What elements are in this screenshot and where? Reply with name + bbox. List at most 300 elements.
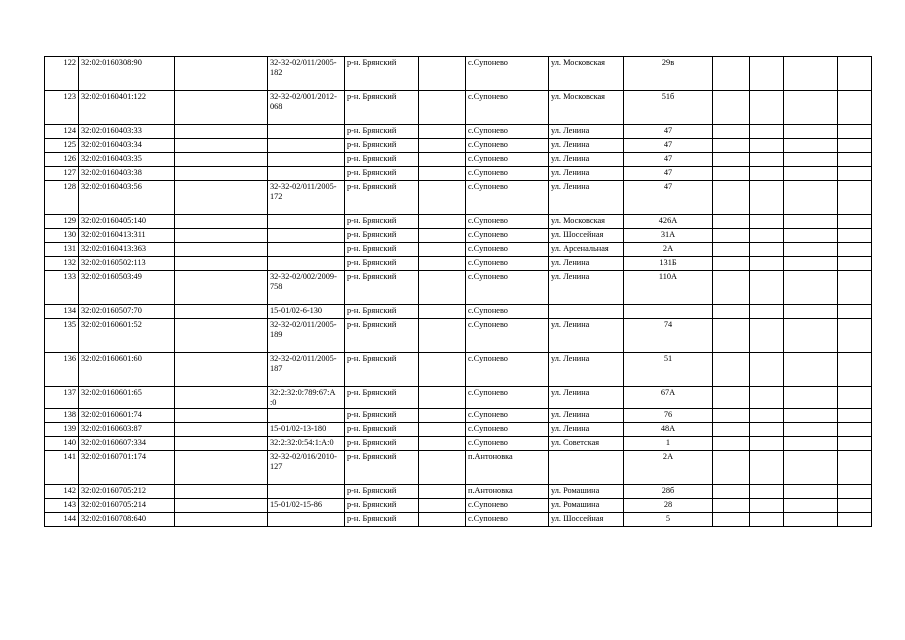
- empty-cell: [175, 319, 268, 353]
- table-row: [45, 305, 872, 319]
- row-number: 134: [45, 305, 79, 319]
- empty-cell: [419, 423, 466, 437]
- empty-cell: [175, 271, 268, 305]
- registration-number: [268, 257, 345, 271]
- empty-cell: [784, 353, 838, 387]
- house-number: 426А: [624, 215, 713, 229]
- empty-cell: [419, 485, 466, 499]
- empty-cell: [175, 257, 268, 271]
- empty-cell: [750, 125, 784, 139]
- empty-cell: [713, 153, 750, 167]
- empty-cell: [838, 437, 872, 451]
- empty-cell: [175, 243, 268, 257]
- empty-cell: [750, 319, 784, 353]
- locality: п.Антоновка: [466, 485, 549, 499]
- cadastral-number: 32:02:0160607:334: [79, 437, 175, 451]
- empty-cell: [175, 513, 268, 527]
- empty-cell: [419, 499, 466, 513]
- street: ул. Московская: [549, 57, 624, 91]
- empty-cell: [419, 305, 466, 319]
- empty-cell: [419, 387, 466, 409]
- empty-cell: [419, 319, 466, 353]
- table-row: [45, 437, 872, 451]
- district: р-н. Брянский: [345, 305, 419, 319]
- locality: с.Супонево: [466, 125, 549, 139]
- table-row: [45, 409, 872, 423]
- empty-cell: [750, 423, 784, 437]
- district: р-н. Брянский: [345, 229, 419, 243]
- empty-cell: [838, 167, 872, 181]
- cadastral-number: 32:02:0160502:113: [79, 257, 175, 271]
- street: ул. Ленина: [549, 387, 624, 409]
- table-row: [45, 499, 872, 513]
- empty-cell: [750, 451, 784, 485]
- cadastral-number: 32:02:0160403:35: [79, 153, 175, 167]
- district: р-н. Брянский: [345, 451, 419, 485]
- district: р-н. Брянский: [345, 57, 419, 91]
- register-rows: [45, 57, 872, 527]
- table-row: [45, 139, 872, 153]
- cadastral-number: 32:02:0160403:38: [79, 167, 175, 181]
- empty-cell: [784, 257, 838, 271]
- street: ул. Ленина: [549, 353, 624, 387]
- empty-cell: [175, 499, 268, 513]
- registration-number: [268, 167, 345, 181]
- registration-number: 32:2:32:0:54:1:А:0: [268, 437, 345, 451]
- street: [549, 305, 624, 319]
- empty-cell: [713, 319, 750, 353]
- registration-number: [268, 215, 345, 229]
- house-number: 51б: [624, 91, 713, 125]
- empty-cell: [784, 451, 838, 485]
- locality: с.Супонево: [466, 215, 549, 229]
- registration-number: [268, 513, 345, 527]
- empty-cell: [838, 91, 872, 125]
- house-number: 5: [624, 513, 713, 527]
- locality: с.Супонево: [466, 91, 549, 125]
- house-number: 47: [624, 139, 713, 153]
- locality: с.Супонево: [466, 353, 549, 387]
- locality: с.Супонево: [466, 229, 549, 243]
- cadastral-number: 32:02:0160403:56: [79, 181, 175, 215]
- registration-number: 32-32-02/011/2005- 189: [268, 319, 345, 353]
- row-number: 141: [45, 451, 79, 485]
- locality: с.Супонево: [466, 271, 549, 305]
- empty-cell: [175, 485, 268, 499]
- empty-cell: [784, 125, 838, 139]
- house-number: 47: [624, 153, 713, 167]
- street: ул. Ленина: [549, 139, 624, 153]
- empty-cell: [713, 451, 750, 485]
- empty-cell: [784, 423, 838, 437]
- empty-cell: [784, 57, 838, 91]
- empty-cell: [419, 353, 466, 387]
- empty-cell: [713, 257, 750, 271]
- empty-cell: [838, 387, 872, 409]
- empty-cell: [175, 91, 268, 125]
- empty-cell: [838, 485, 872, 499]
- registration-number: 15-01/02-15-86: [268, 499, 345, 513]
- house-number: 47: [624, 125, 713, 139]
- row-number: 125: [45, 139, 79, 153]
- empty-cell: [713, 229, 750, 243]
- cadastral-number: 32:02:0160403:34: [79, 139, 175, 153]
- empty-cell: [838, 353, 872, 387]
- street: ул. Советская: [549, 437, 624, 451]
- district: р-н. Брянский: [345, 125, 419, 139]
- empty-cell: [419, 91, 466, 125]
- street: ул. Шоссейная: [549, 513, 624, 527]
- empty-cell: [713, 57, 750, 91]
- table-row: [45, 153, 872, 167]
- row-number: 124: [45, 125, 79, 139]
- house-number: 47: [624, 181, 713, 215]
- empty-cell: [784, 437, 838, 451]
- district: р-н. Брянский: [345, 353, 419, 387]
- row-number: 137: [45, 387, 79, 409]
- registration-number: 32-32-02/001/2012- 068: [268, 91, 345, 125]
- table-row: [45, 319, 872, 353]
- locality: с.Супонево: [466, 387, 549, 409]
- empty-cell: [784, 319, 838, 353]
- empty-cell: [838, 451, 872, 485]
- empty-cell: [419, 229, 466, 243]
- cadastral-number: 32:02:0160701:174: [79, 451, 175, 485]
- house-number: 76: [624, 409, 713, 423]
- district: р-н. Брянский: [345, 499, 419, 513]
- locality: с.Супонево: [466, 153, 549, 167]
- district: р-н. Брянский: [345, 271, 419, 305]
- locality: с.Супонево: [466, 305, 549, 319]
- empty-cell: [175, 167, 268, 181]
- row-number: 144: [45, 513, 79, 527]
- table-row: [45, 229, 872, 243]
- table-row: [45, 257, 872, 271]
- empty-cell: [175, 57, 268, 91]
- cadastral-number: 32:02:0160601:74: [79, 409, 175, 423]
- registration-number: [268, 139, 345, 153]
- empty-cell: [750, 153, 784, 167]
- empty-cell: [713, 513, 750, 527]
- district: р-н. Брянский: [345, 409, 419, 423]
- empty-cell: [713, 437, 750, 451]
- empty-cell: [784, 409, 838, 423]
- empty-cell: [838, 271, 872, 305]
- empty-cell: [713, 353, 750, 387]
- street: ул. Ленина: [549, 167, 624, 181]
- street: ул. Ленина: [549, 409, 624, 423]
- table-row: [45, 167, 872, 181]
- locality: с.Супонево: [466, 437, 549, 451]
- table-row: [45, 271, 872, 305]
- empty-cell: [175, 139, 268, 153]
- row-number: 140: [45, 437, 79, 451]
- empty-cell: [838, 513, 872, 527]
- empty-cell: [175, 451, 268, 485]
- district: р-н. Брянский: [345, 257, 419, 271]
- registration-number: [268, 153, 345, 167]
- empty-cell: [838, 243, 872, 257]
- empty-cell: [175, 153, 268, 167]
- empty-cell: [713, 167, 750, 181]
- empty-cell: [750, 243, 784, 257]
- locality: с.Супонево: [466, 319, 549, 353]
- registration-number: [268, 409, 345, 423]
- empty-cell: [750, 485, 784, 499]
- row-number: 126: [45, 153, 79, 167]
- row-number: 131: [45, 243, 79, 257]
- registration-number: 32-32-02/011/2005- 172: [268, 181, 345, 215]
- cadastral-number: 32:02:0160708:640: [79, 513, 175, 527]
- empty-cell: [419, 181, 466, 215]
- table-row: [45, 215, 872, 229]
- empty-cell: [750, 387, 784, 409]
- street: ул. Ромашина: [549, 499, 624, 513]
- house-number: 51: [624, 353, 713, 387]
- cadastral-number: 32:02:0160601:52: [79, 319, 175, 353]
- registration-number: [268, 243, 345, 257]
- empty-cell: [419, 513, 466, 527]
- empty-cell: [419, 437, 466, 451]
- empty-cell: [838, 499, 872, 513]
- cadastral-number: 32:02:0160601:60: [79, 353, 175, 387]
- empty-cell: [750, 167, 784, 181]
- empty-cell: [838, 423, 872, 437]
- house-number: 48А: [624, 423, 713, 437]
- empty-cell: [750, 91, 784, 125]
- registration-number: 15-01/02-6-130: [268, 305, 345, 319]
- locality: с.Супонево: [466, 409, 549, 423]
- row-number: 135: [45, 319, 79, 353]
- empty-cell: [713, 499, 750, 513]
- empty-cell: [750, 499, 784, 513]
- empty-cell: [784, 91, 838, 125]
- empty-cell: [784, 513, 838, 527]
- row-number: 122: [45, 57, 79, 91]
- cadastral-number: 32:02:0160603:87: [79, 423, 175, 437]
- row-number: 127: [45, 167, 79, 181]
- row-number: 143: [45, 499, 79, 513]
- house-number: 31А: [624, 229, 713, 243]
- empty-cell: [838, 409, 872, 423]
- empty-cell: [838, 229, 872, 243]
- district: р-н. Брянский: [345, 215, 419, 229]
- empty-cell: [750, 353, 784, 387]
- district: р-н. Брянский: [345, 437, 419, 451]
- street: ул. Ленина: [549, 125, 624, 139]
- district: р-н. Брянский: [345, 485, 419, 499]
- street: ул. Ленина: [549, 319, 624, 353]
- district: р-н. Брянский: [345, 319, 419, 353]
- locality: с.Супонево: [466, 57, 549, 91]
- registration-number: 32-32-02/011/2005- 187: [268, 353, 345, 387]
- district: р-н. Брянский: [345, 139, 419, 153]
- empty-cell: [419, 125, 466, 139]
- empty-cell: [713, 485, 750, 499]
- empty-cell: [784, 229, 838, 243]
- registration-number: [268, 485, 345, 499]
- empty-cell: [750, 437, 784, 451]
- house-number: 2А: [624, 243, 713, 257]
- empty-cell: [175, 229, 268, 243]
- registration-number: 32-32-02/011/2005- 182: [268, 57, 345, 91]
- cadastral-number: 32:02:0160405:140: [79, 215, 175, 229]
- row-number: 129: [45, 215, 79, 229]
- empty-cell: [713, 215, 750, 229]
- house-number: 28: [624, 499, 713, 513]
- empty-cell: [175, 215, 268, 229]
- table-row: [45, 353, 872, 387]
- empty-cell: [838, 257, 872, 271]
- district: р-н. Брянский: [345, 181, 419, 215]
- house-number: 47: [624, 167, 713, 181]
- house-number: 29в: [624, 57, 713, 91]
- house-number: [624, 305, 713, 319]
- locality: с.Супонево: [466, 513, 549, 527]
- empty-cell: [750, 139, 784, 153]
- row-number: 138: [45, 409, 79, 423]
- table-row: [45, 513, 872, 527]
- empty-cell: [784, 167, 838, 181]
- cadastral-number: 32:02:0160401:122: [79, 91, 175, 125]
- house-number: 1: [624, 437, 713, 451]
- empty-cell: [838, 125, 872, 139]
- empty-cell: [713, 387, 750, 409]
- empty-cell: [784, 387, 838, 409]
- cadastral-number: 32:02:0160705:212: [79, 485, 175, 499]
- house-number: 67А: [624, 387, 713, 409]
- empty-cell: [838, 305, 872, 319]
- cadastral-number: 32:02:0160507:70: [79, 305, 175, 319]
- empty-cell: [175, 423, 268, 437]
- street: ул. Московская: [549, 91, 624, 125]
- empty-cell: [175, 125, 268, 139]
- table-row: [45, 125, 872, 139]
- district: р-н. Брянский: [345, 513, 419, 527]
- registration-number: [268, 125, 345, 139]
- cadastral-number: 32:02:0160403:33: [79, 125, 175, 139]
- district: р-н. Брянский: [345, 167, 419, 181]
- empty-cell: [750, 409, 784, 423]
- empty-cell: [713, 271, 750, 305]
- empty-cell: [750, 257, 784, 271]
- empty-cell: [713, 181, 750, 215]
- table-row: [45, 243, 872, 257]
- cadastral-number: 32:02:0160503:49: [79, 271, 175, 305]
- empty-cell: [175, 409, 268, 423]
- empty-cell: [784, 153, 838, 167]
- street: ул. Ленина: [549, 271, 624, 305]
- row-number: 130: [45, 229, 79, 243]
- empty-cell: [750, 57, 784, 91]
- empty-cell: [175, 353, 268, 387]
- table-row: [45, 387, 872, 409]
- table-row: [45, 485, 872, 499]
- empty-cell: [419, 271, 466, 305]
- empty-cell: [175, 437, 268, 451]
- registration-number: 32-32-02/002/2009- 758: [268, 271, 345, 305]
- row-number: 133: [45, 271, 79, 305]
- empty-cell: [419, 57, 466, 91]
- empty-cell: [750, 181, 784, 215]
- empty-cell: [175, 387, 268, 409]
- locality: с.Супонево: [466, 139, 549, 153]
- empty-cell: [784, 271, 838, 305]
- empty-cell: [713, 125, 750, 139]
- empty-cell: [750, 271, 784, 305]
- cadastral-number: 32:02:0160413:311: [79, 229, 175, 243]
- street: ул. Ромашина: [549, 485, 624, 499]
- locality: с.Супонево: [466, 423, 549, 437]
- table-row: [45, 181, 872, 215]
- district: р-н. Брянский: [345, 423, 419, 437]
- row-number: 142: [45, 485, 79, 499]
- empty-cell: [750, 513, 784, 527]
- house-number: 28б: [624, 485, 713, 499]
- empty-cell: [784, 139, 838, 153]
- empty-cell: [838, 139, 872, 153]
- registration-number: 15-01/02-13-180: [268, 423, 345, 437]
- street: ул. Ленина: [549, 423, 624, 437]
- empty-cell: [784, 485, 838, 499]
- empty-cell: [419, 409, 466, 423]
- empty-cell: [175, 181, 268, 215]
- row-number: 132: [45, 257, 79, 271]
- empty-cell: [419, 257, 466, 271]
- street: ул. Московская: [549, 215, 624, 229]
- empty-cell: [713, 409, 750, 423]
- house-number: 131Б: [624, 257, 713, 271]
- empty-cell: [838, 181, 872, 215]
- empty-cell: [419, 451, 466, 485]
- street: ул. Ленина: [549, 153, 624, 167]
- locality: п.Антоновка: [466, 451, 549, 485]
- house-number: 74: [624, 319, 713, 353]
- district: р-н. Брянский: [345, 153, 419, 167]
- empty-cell: [419, 215, 466, 229]
- table-row: [45, 423, 872, 437]
- street: ул. Ленина: [549, 257, 624, 271]
- street: [549, 451, 624, 485]
- empty-cell: [713, 305, 750, 319]
- empty-cell: [419, 153, 466, 167]
- empty-cell: [419, 243, 466, 257]
- empty-cell: [784, 215, 838, 229]
- row-number: 139: [45, 423, 79, 437]
- locality: с.Супонево: [466, 499, 549, 513]
- locality: с.Супонево: [466, 257, 549, 271]
- cadastral-number: 32:02:0160413:363: [79, 243, 175, 257]
- locality: с.Супонево: [466, 243, 549, 257]
- cadastral-number: 32:02:0160601:65: [79, 387, 175, 409]
- row-number: 136: [45, 353, 79, 387]
- empty-cell: [784, 181, 838, 215]
- row-number: 128: [45, 181, 79, 215]
- table-row: [45, 451, 872, 485]
- registration-number: 32-32-02/016/2010- 127: [268, 451, 345, 485]
- empty-cell: [750, 305, 784, 319]
- table-row: [45, 91, 872, 125]
- empty-cell: [713, 139, 750, 153]
- street: ул. Шоссейная: [549, 229, 624, 243]
- empty-cell: [750, 215, 784, 229]
- house-number: 2А: [624, 451, 713, 485]
- empty-cell: [419, 167, 466, 181]
- empty-cell: [784, 499, 838, 513]
- empty-cell: [713, 423, 750, 437]
- empty-cell: [838, 215, 872, 229]
- empty-cell: [838, 57, 872, 91]
